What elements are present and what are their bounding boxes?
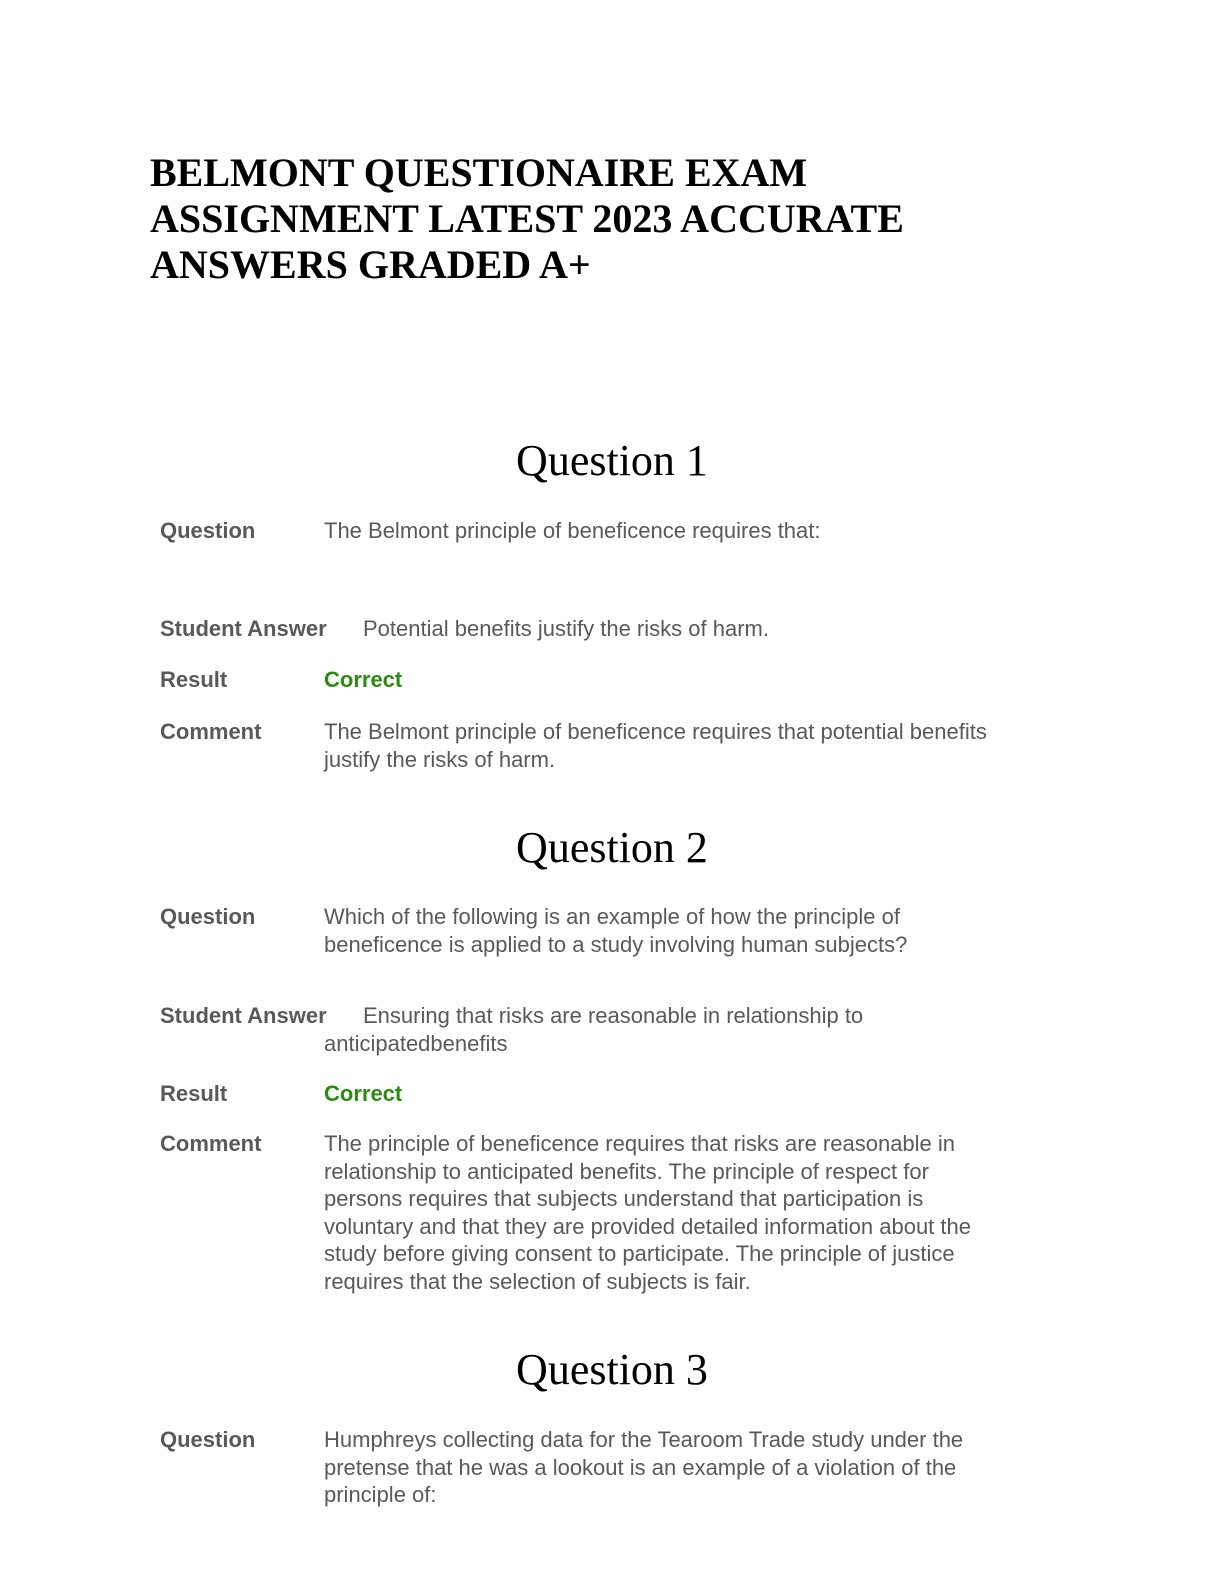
comment-line: The principle of beneficence requires that risks are reasonable in bbox=[324, 1131, 956, 1156]
question-label: Question bbox=[160, 904, 256, 929]
comment-line: voluntary and that they are provided detailed information about the bbox=[324, 1213, 971, 1239]
document-title-line: ASSIGNMENT LATEST 2023 ACCURATE bbox=[150, 196, 904, 241]
student-answer-label: Student Answer bbox=[160, 1003, 327, 1028]
question-heading: Question 1 bbox=[516, 436, 708, 485]
question-text-line: Which of the following is an example of how the principle of bbox=[324, 904, 900, 929]
result-status: Correct bbox=[324, 667, 403, 692]
question-text bbox=[324, 1426, 1044, 1509]
comment-label: Comment bbox=[160, 719, 262, 744]
question-text-line: pretense that he was a lookout is an example of a violation of the bbox=[324, 1454, 957, 1480]
question-text-line: The Belmont principle of beneficence requires that: bbox=[324, 518, 821, 543]
document-title-line: BELMONT QUESTIONAIRE EXAM bbox=[150, 150, 808, 195]
question-label: Question bbox=[160, 518, 256, 543]
document-title bbox=[150, 150, 1050, 288]
comment-line: persons requires that subjects understand that participation is bbox=[324, 1186, 924, 1211]
student-answer-text bbox=[324, 615, 1044, 643]
comment-line: The Belmont principle of beneficence requires that potential benefits bbox=[324, 719, 987, 744]
question-text bbox=[324, 903, 1044, 958]
question-heading: Question 3 bbox=[516, 1345, 708, 1394]
comment-label: Comment bbox=[160, 1131, 262, 1156]
student-answer-line: Ensuring that risks are reasonable in relationship to bbox=[363, 1003, 864, 1028]
question-label: Question bbox=[160, 1427, 256, 1452]
document-title-line: ANSWERS GRADED A+ bbox=[150, 242, 591, 287]
question-text-line: Humphreys collecting data for the Tearoom Trade study under the bbox=[324, 1427, 964, 1452]
question-text bbox=[324, 517, 1044, 545]
comment-text bbox=[324, 718, 1044, 773]
comment-line: study before giving consent to participate. The principle of justice bbox=[324, 1241, 955, 1266]
comment-line: justify the risks of harm. bbox=[324, 746, 556, 772]
question-text-line: beneficence is applied to a study involving human subjects? bbox=[324, 931, 908, 957]
student-answer-line: anticipatedbenefits bbox=[324, 1030, 508, 1056]
result-status: Correct bbox=[324, 1081, 403, 1106]
comment-line: requires that the selection of subjects is fair. bbox=[324, 1268, 751, 1294]
result-label: Result bbox=[160, 667, 228, 692]
result-label: Result bbox=[160, 1081, 228, 1106]
question-text-line: principle of: bbox=[324, 1482, 437, 1507]
student-answer-label: Student Answer bbox=[160, 616, 327, 641]
question-heading: Question 2 bbox=[516, 823, 708, 872]
comment-line: relationship to anticipated benefits. The principle of respect for bbox=[324, 1158, 929, 1184]
comment-text bbox=[324, 1130, 1044, 1295]
student-answer-line: Potential benefits justify the risks of harm. bbox=[363, 616, 769, 641]
student-answer-text bbox=[324, 1002, 1044, 1057]
